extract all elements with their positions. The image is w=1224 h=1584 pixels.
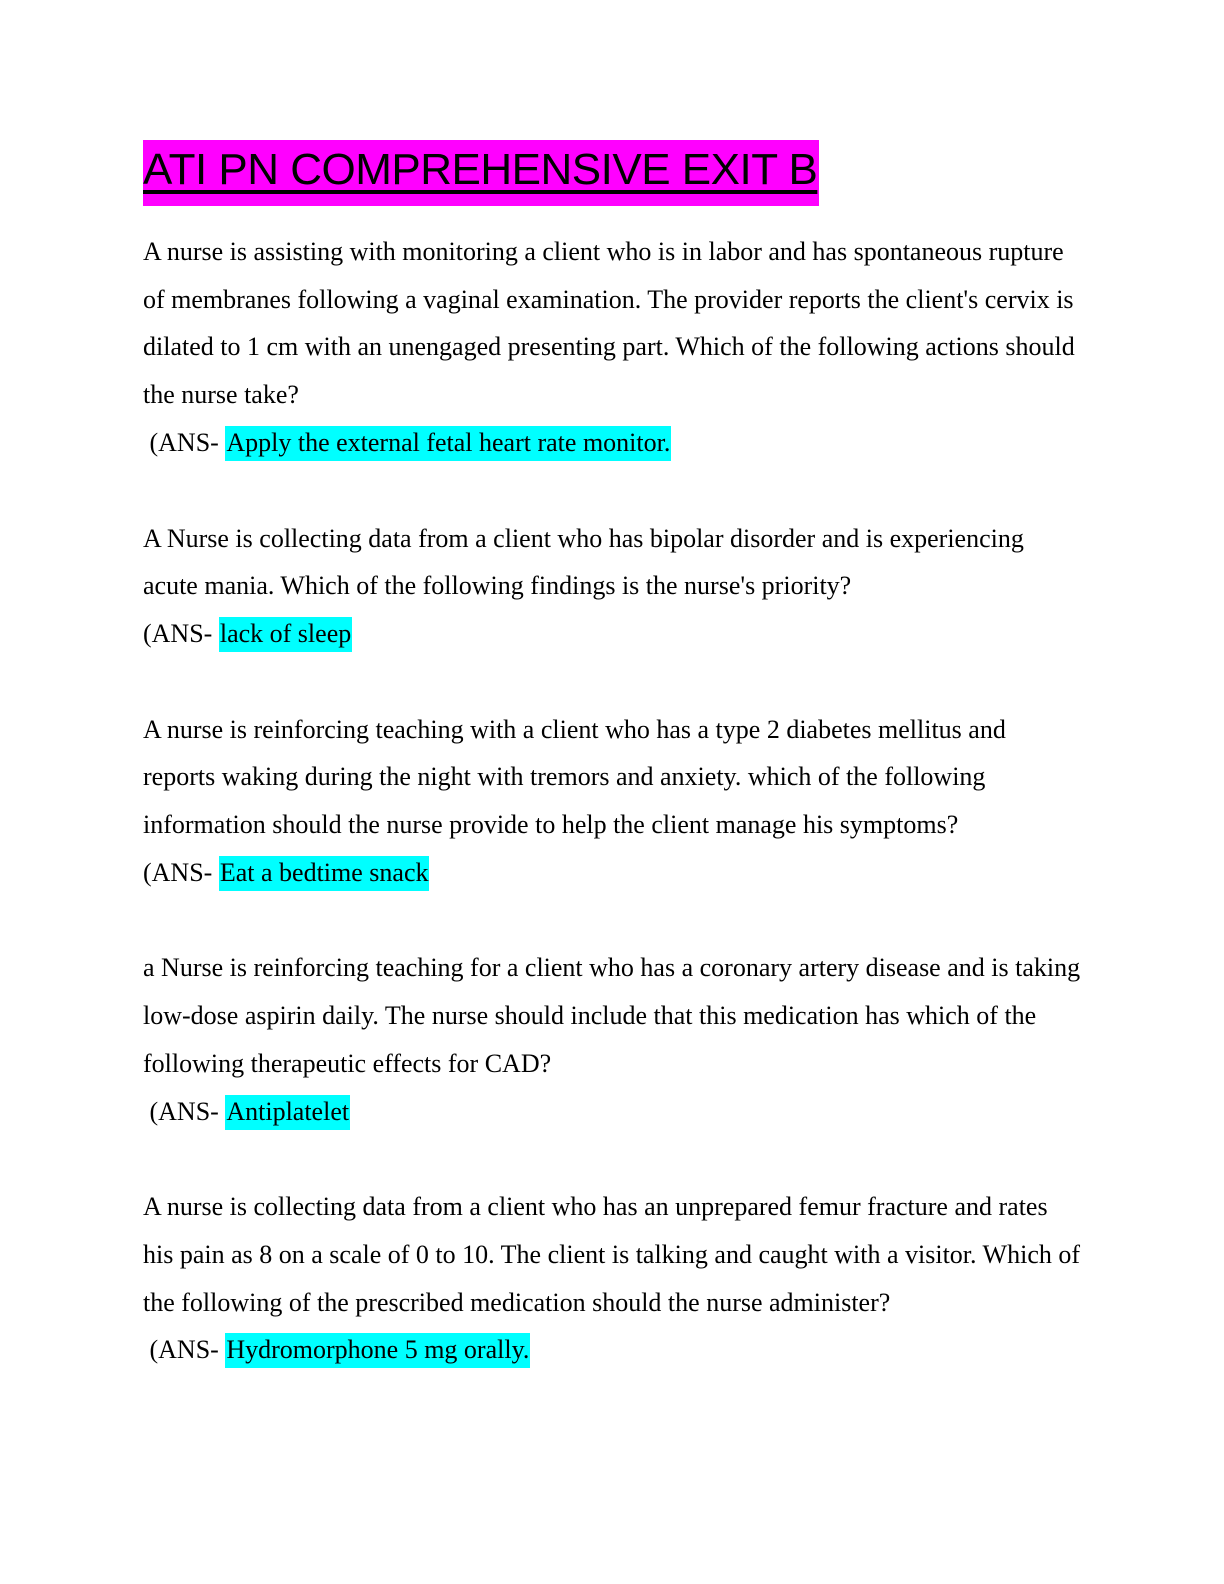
question-block-5 (143, 1183, 1083, 1374)
question-block-3 (143, 706, 1083, 897)
question-block-4 (143, 944, 1083, 1135)
answer-prefix: (ANS- (143, 1335, 226, 1365)
answer-line (143, 1326, 1083, 1374)
answer-prefix: (ANS- (143, 1096, 226, 1126)
answer-highlight: lack of sleep (219, 617, 352, 652)
answer-line (143, 610, 1083, 658)
answer-line (143, 419, 1083, 467)
answer-prefix: (ANS- (143, 618, 219, 648)
answer-highlight: Hydromorphone 5 mg orally. (225, 1333, 530, 1368)
answer-line (143, 1088, 1083, 1136)
question-text: A nurse is assisting with monitoring a client who is in labor and has spontaneous rupture of membranes following a vaginal examination. The provider reports the client's cervix is dilated to 1 cm with an unengaged presenting part. Which of the following actions should the nurse take? (143, 237, 1075, 410)
question-text: A Nurse is collecting data from a client who has bipolar disorder and is experiencing acute mania. Which of the following findings is the nurse's priority? (143, 523, 1024, 601)
question-text: a Nurse is reinforcing teaching for a client who has a coronary artery disease and is taking low-dose aspirin daily. The nurse should include that this medication has which of the following therapeutic effects for CAD? (143, 953, 1081, 1078)
document-page (143, 140, 1083, 1374)
question-text: A nurse is collecting data from a client who has an unprepared femur fracture and rates his pain as 8 on a scale of 0 to 10. The client is talking and caught with a visitor. Which of the following of the prescribed medication should the nurse administer? (143, 1192, 1081, 1317)
document-title: ATI PN COMPREHENSIVE EXIT B (143, 140, 819, 206)
question-block-2 (143, 515, 1083, 658)
answer-highlight: Apply the external fetal heart rate monitor. (225, 426, 671, 461)
question-block-1 (143, 228, 1083, 467)
answer-highlight: Antiplatelet (225, 1095, 350, 1130)
answer-prefix: (ANS- (143, 857, 219, 887)
answer-prefix: (ANS- (143, 427, 226, 457)
question-text: A nurse is reinforcing teaching with a client who has a type 2 diabetes mellitus and reports waking during the night with tremors and anxiety. which of the following information should the nurse provide to help the client manage his symptoms? (143, 714, 1006, 840)
answer-highlight: Eat a bedtime snack (219, 856, 430, 891)
answer-line (143, 849, 1083, 897)
